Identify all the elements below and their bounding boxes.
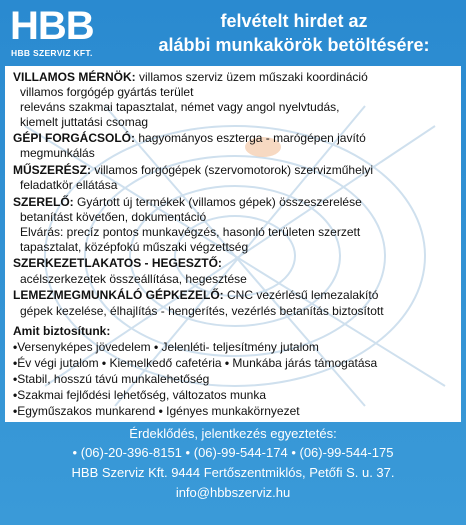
headline-line-2: alábbi munkakörök betöltésére: <box>158 35 430 55</box>
job-line <box>13 163 457 177</box>
job-description: CNC vezérlésű lemezalakító <box>223 288 379 302</box>
bullet-icon: • <box>158 404 163 418</box>
benefit-row <box>13 388 457 402</box>
benefit-row <box>13 404 457 418</box>
job-detail: gépek kezelése, élhajlítás - hengerítés, vezérlés betanítás biztosított <box>20 304 384 318</box>
bullet-icon: • <box>72 445 78 460</box>
benefit-item: Igényes munkakörnyezet <box>166 404 300 418</box>
logo-mark: HBB <box>10 4 94 48</box>
job-description: hagyományos eszterga - marógépen javító <box>135 131 366 145</box>
job-list-panel <box>5 66 461 422</box>
contact-email[interactable]: info@hbbszerviz.hu <box>175 485 291 500</box>
benefit-item: Év végi jutalom <box>17 356 99 370</box>
benefit-item: Munkába járás támogatása <box>232 356 378 370</box>
benefit-item: Egyműszakos munkarend <box>17 404 156 418</box>
phone-number[interactable]: (06)-99-544-175 <box>299 445 394 460</box>
job-detail: villamos forgógép gyártás terület <box>20 85 194 99</box>
contact-address: HBB Szerviz Kft. 9444 Fertőszentmiklós, Petőfi S. u. 37. <box>71 465 395 480</box>
benefit-item: Versenyképes jövedelem <box>17 340 151 354</box>
company-logo <box>10 6 115 58</box>
job-line <box>13 70 457 84</box>
bullet-icon: • <box>13 404 18 418</box>
bullet-icon: • <box>153 340 159 354</box>
phone-number[interactable]: (06)-99-544-174 <box>193 445 288 460</box>
job-title: SZERKEZETLAKATOS - HEGESZTŐ: <box>13 256 222 270</box>
job-title: MŰSZERÉSZ: <box>13 163 91 177</box>
job-detail: tapasztalat, középfokú műszaki végzettség <box>20 240 249 254</box>
job-detail: releváns szakmai tapasztalat, német vagy angol nyelvtudás, <box>20 100 340 114</box>
job-detail: feladatkör ellátása <box>20 178 118 192</box>
bullet-icon: • <box>13 372 18 386</box>
logo-company-name: HBB SZERVIZ KFT. <box>11 48 93 58</box>
benefit-item: Szakmai fejlődési lehetőség, változatos munka <box>17 388 267 402</box>
job-line <box>13 256 457 270</box>
job-description: villamos forgógépek (szervomotorok) szervizműhelyi <box>91 163 374 177</box>
benefit-item: Stabil, hosszú távú munkalehetőség <box>17 372 210 386</box>
phone-number[interactable]: (06)-20-396-8151 <box>80 445 182 460</box>
bullet-icon: • <box>224 356 230 370</box>
job-title: VILLAMOS MÉRNÖK: <box>13 70 136 84</box>
job-detail: acélszerkezetek összeállítása, hegesztése <box>20 272 247 286</box>
job-title: GÉPI FORGÁCSOLÓ: <box>13 131 136 145</box>
job-description: villamos szerviz üzem műszaki koordináció <box>135 70 368 84</box>
job-line <box>13 195 457 209</box>
bullet-icon: • <box>291 445 296 460</box>
job-description: Gyártott új termékek (villamos gépek) összeszerelése <box>73 195 362 209</box>
benefit-row <box>13 356 457 370</box>
benefit-item: Kiemelkedő cafetéria <box>109 356 222 370</box>
job-detail: betanítást követően, dokumentáció <box>20 210 207 224</box>
job-title: LEMEZMEGMUNKÁLÓ GÉPKEZELŐ: <box>13 288 224 302</box>
benefit-item: Jelenléti- teljesítmény jutalom <box>161 340 319 354</box>
benefit-row <box>13 372 457 386</box>
job-detail: megmunkálás <box>20 146 95 160</box>
job-title: SZERELŐ: <box>13 195 74 209</box>
job-line <box>13 288 457 302</box>
bullet-icon: • <box>13 340 18 354</box>
headline-line-1: felvételt hirdet az <box>220 11 368 31</box>
contact-phones <box>0 445 466 461</box>
bullet-icon: • <box>101 356 107 370</box>
job-detail: Elvárás: precíz pontos munkavégzés, hasonló területen szerzett <box>20 225 361 239</box>
benefits-title: Amit biztosítunk: <box>13 324 111 338</box>
job-detail: kiemelt juttatási csomag <box>20 115 149 129</box>
contact-intro: Érdeklődés, jelentkezés egyeztetés: <box>129 426 337 441</box>
job-line <box>13 131 457 145</box>
bullet-icon: • <box>185 445 191 460</box>
bullet-icon: • <box>13 388 18 402</box>
header <box>0 0 466 64</box>
bullet-icon: • <box>13 356 18 370</box>
benefit-row <box>13 340 457 354</box>
